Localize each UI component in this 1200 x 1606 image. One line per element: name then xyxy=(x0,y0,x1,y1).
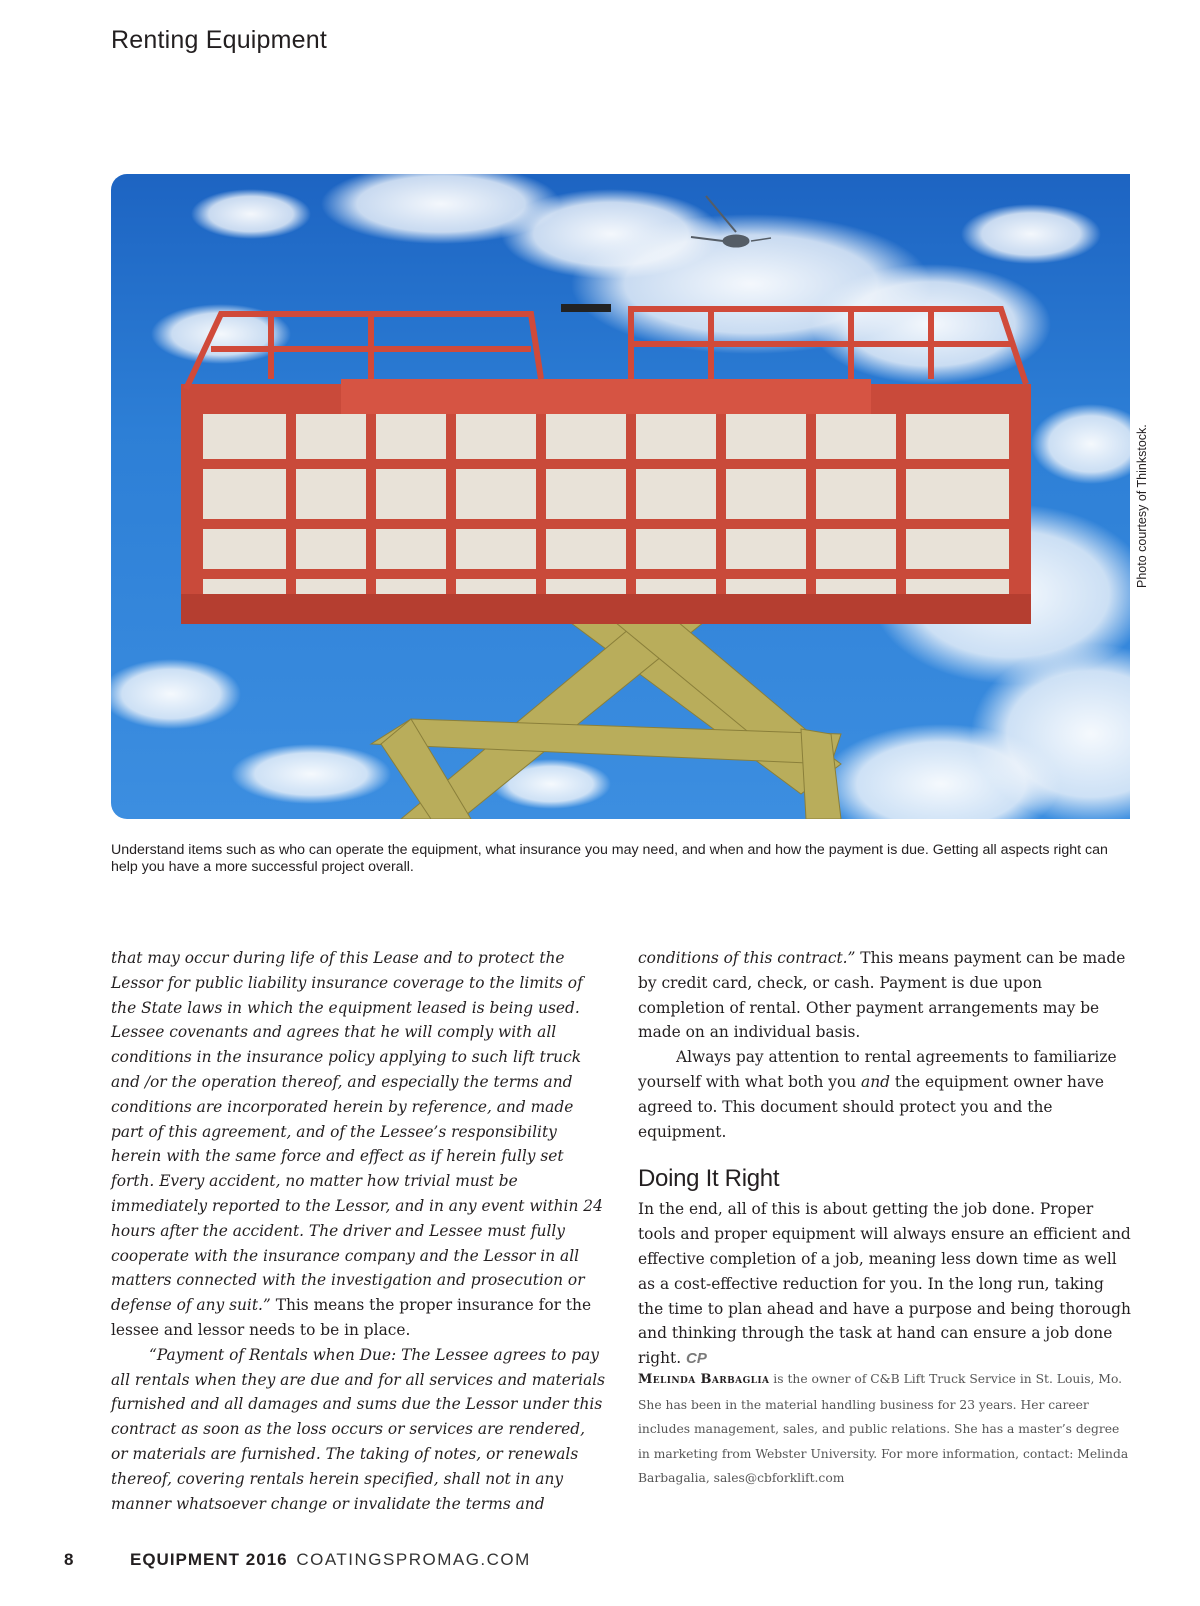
payment-explanation: This means payment can be made by credit card, check, or cash. Payment is due upon completion of rental. Other payment arrangements may be made on an individual basis. xyxy=(638,949,1126,1042)
paragraph-insurance xyxy=(111,946,606,1343)
photo-credit: Photo courtesy of Thinkstock. xyxy=(1135,424,1149,588)
platform-handle xyxy=(561,304,611,312)
subhead-doing-it-right: Doing It Right xyxy=(638,1165,780,1193)
paragraph-conclusion: In the end, all of this is about getting the job done. Proper tools and proper equipment will always ensure an efficient and effective completion of a job, meaning less down time as well as a cost-effective reduction for you. In the long run, taking the time to plan ahead and have a purpose and being thorough and thinking through the task at hand can ensure a job done right. CP xyxy=(638,1200,1131,1368)
article-column-right xyxy=(638,946,1133,1372)
paragraph-payment xyxy=(638,946,1133,1045)
author-bio xyxy=(638,1367,1133,1491)
end-mark-cp: CP xyxy=(686,1350,707,1368)
paragraph-agreements: Always pay attention to rental agreements to familiarize yourself with what both you and the equipment owner have agreed to. This document should protect you and the equipment. xyxy=(638,1048,1117,1141)
platform xyxy=(181,379,1031,624)
lease-quote-insurance: that may occur during life of this Lease and to protect the Lessor for public liability insurance coverage to the limits of the State laws in which the equipment leased is being used. Lessee covenants and agrees that he will comply with all conditions in the insurance policy applying to such lift truck and /or the operation thereof, and especially the terms and conditions are incorporated herein by reference, and made part of this agreement, and of the Lessee’s responsibility herein with the same force and effect as if herein fully set forth. Every accident, no matter how trivial must be immediately reported to the Lessor, and in any event within 24 hours after the accident. The driver and Lessee must fully cooperate with the insurance company and the Lessor in all matters connected with the investigation and prosecution or defense of any suit.” xyxy=(111,949,603,1315)
lease-quote-payment: “Payment of Rentals when Due: The Lessee agrees to pay all rentals when they are due and for all services and materials furnished and all damages and sums due the Lessor under this contract as soon as the loss occurs or services are rendered, or materials are furnished. The taking of notes, or renewals thereof, covering rentals herein specified, shall not in any manner whatsoever change or invalidate the terms and xyxy=(111,1345,606,1513)
author-bio-text: is the owner of C&B Lift Truck Service in St. Louis, Mo. She has been in the material handling business for 23 years. Her career includes management, sales, and public relations. She has a master’s degree in marketing from Webster University. For more information, contact: Melinda Barbagalia, sales@cbforklift.com xyxy=(638,1372,1129,1486)
article-column-left xyxy=(111,946,606,1516)
website-link[interactable]: COATINGSPROMAG.COM xyxy=(296,1550,531,1569)
issue-label: EQUIPMENT 2016 xyxy=(130,1550,288,1569)
scissor-lift-photo xyxy=(111,174,1130,819)
page-footer xyxy=(64,1550,531,1570)
lease-quote-end: conditions of this contract.” xyxy=(638,949,856,967)
photo-caption: Understand items such as who can operate the equipment, what insurance you may need, and when and how the payment is due. Getting all aspects right can help you have a more successful project overall. xyxy=(111,842,1108,875)
author-name: Melinda Barbaglia xyxy=(638,1372,770,1387)
insurance-explanation: This means the proper insurance for the lessee and lessor needs to be in place. xyxy=(111,1296,592,1339)
section-header: Renting Equipment xyxy=(111,26,328,54)
page-number: 8 xyxy=(64,1550,74,1569)
